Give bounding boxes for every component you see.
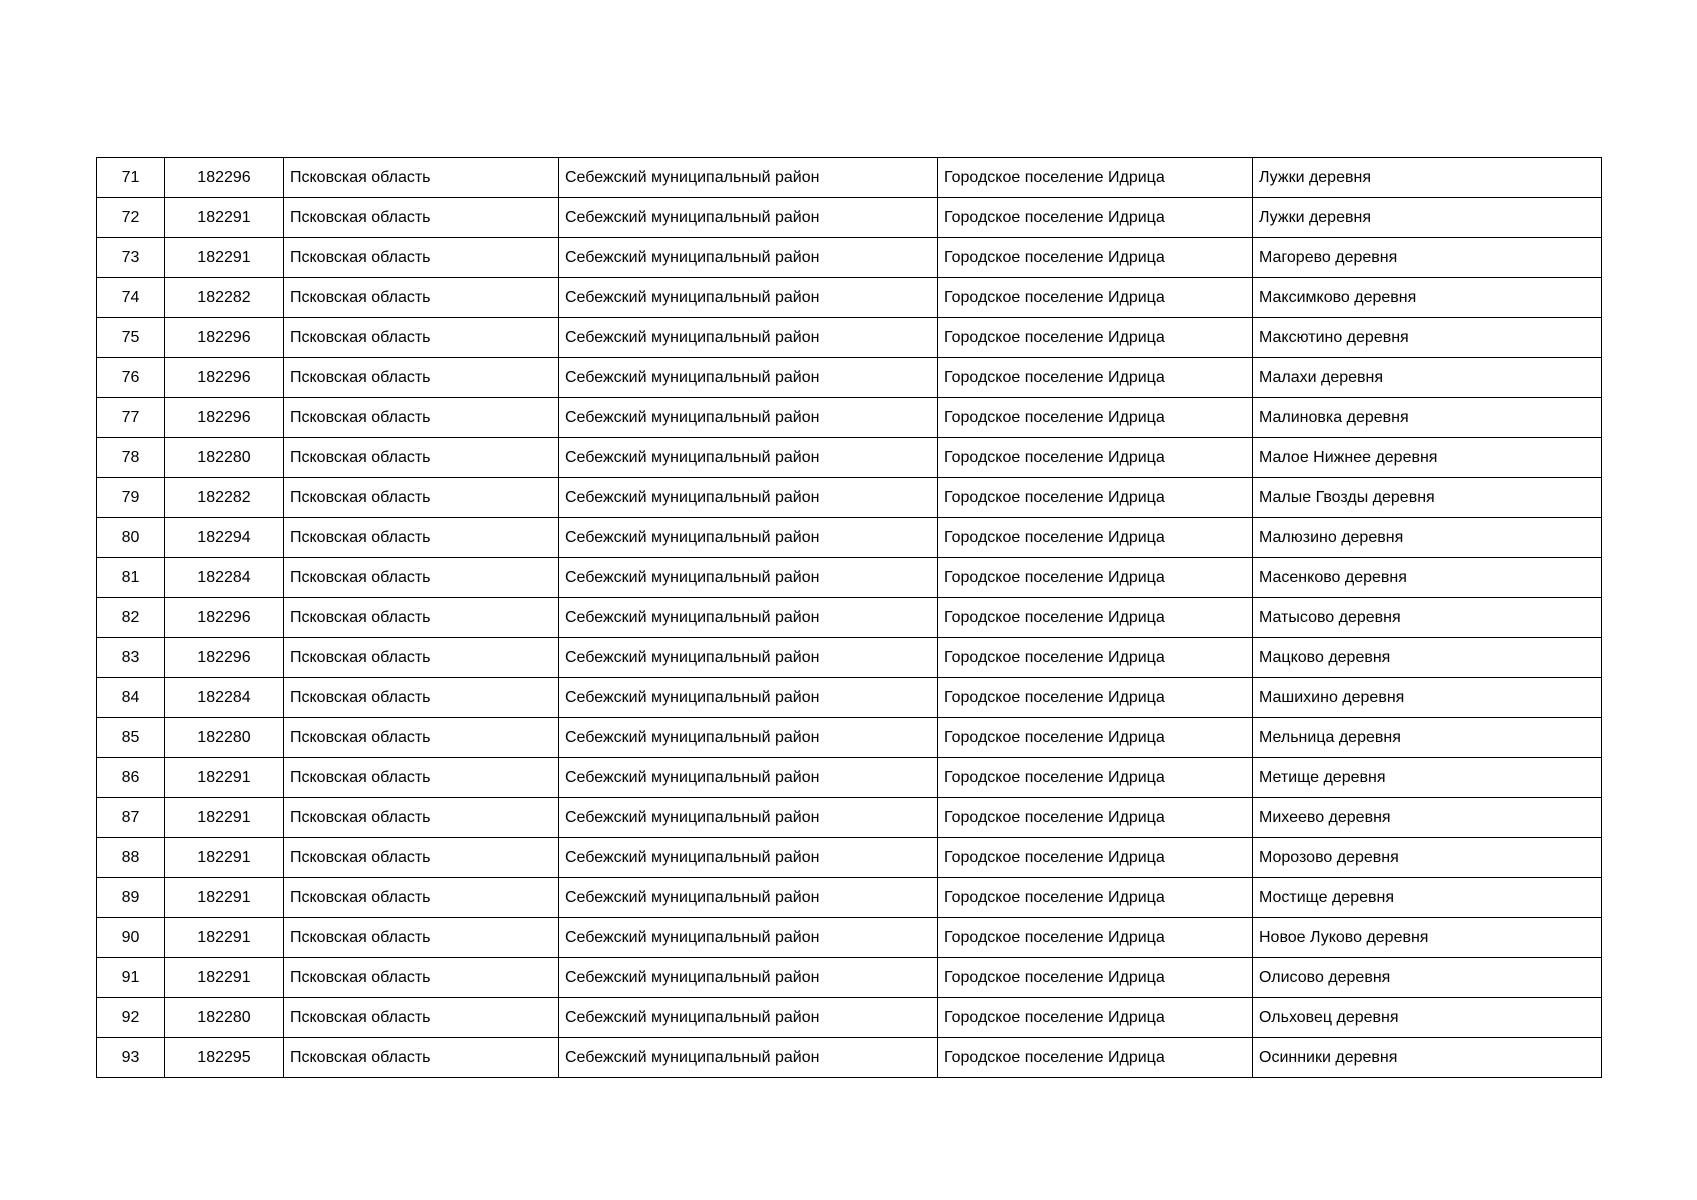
row-number-cell: 80 bbox=[97, 518, 165, 558]
district-cell: Себежский муниципальный район bbox=[559, 318, 938, 358]
postal-code-cell: 182284 bbox=[165, 558, 284, 598]
region-cell: Псковская область bbox=[284, 158, 559, 198]
locality-cell: Машихино деревня bbox=[1253, 678, 1602, 718]
table-row bbox=[97, 758, 1602, 798]
district-cell: Себежский муниципальный район bbox=[559, 438, 938, 478]
district-cell: Себежский муниципальный район bbox=[559, 278, 938, 318]
postal-code-cell: 182296 bbox=[165, 318, 284, 358]
locality-cell: Ольховец деревня bbox=[1253, 998, 1602, 1038]
table-row bbox=[97, 638, 1602, 678]
region-cell: Псковская область bbox=[284, 518, 559, 558]
region-cell: Псковская область bbox=[284, 318, 559, 358]
settlement-cell: Городское поселение Идрица bbox=[938, 918, 1253, 958]
region-cell: Псковская область bbox=[284, 398, 559, 438]
district-cell: Себежский муниципальный район bbox=[559, 198, 938, 238]
row-number-cell: 83 bbox=[97, 638, 165, 678]
settlement-cell: Городское поселение Идрица bbox=[938, 638, 1253, 678]
table-row bbox=[97, 598, 1602, 638]
region-cell: Псковская область bbox=[284, 598, 559, 638]
postal-code-cell: 182291 bbox=[165, 838, 284, 878]
locality-cell: Максютино деревня bbox=[1253, 318, 1602, 358]
row-number-cell: 79 bbox=[97, 478, 165, 518]
locality-cell: Мацково деревня bbox=[1253, 638, 1602, 678]
district-cell: Себежский муниципальный район bbox=[559, 638, 938, 678]
region-cell: Псковская область bbox=[284, 438, 559, 478]
table-row bbox=[97, 678, 1602, 718]
district-cell: Себежский муниципальный район bbox=[559, 718, 938, 758]
locality-cell: Мельница деревня bbox=[1253, 718, 1602, 758]
locality-cell: Метище деревня bbox=[1253, 758, 1602, 798]
district-cell: Себежский муниципальный район bbox=[559, 838, 938, 878]
row-number-cell: 87 bbox=[97, 798, 165, 838]
locality-cell: Малахи деревня bbox=[1253, 358, 1602, 398]
region-cell: Псковская область bbox=[284, 198, 559, 238]
locality-cell: Михеево деревня bbox=[1253, 798, 1602, 838]
settlement-cell: Городское поселение Идрица bbox=[938, 318, 1253, 358]
postal-code-cell: 182294 bbox=[165, 518, 284, 558]
postal-code-cell: 182296 bbox=[165, 638, 284, 678]
district-cell: Себежский муниципальный район bbox=[559, 358, 938, 398]
district-cell: Себежский муниципальный район bbox=[559, 238, 938, 278]
table-row bbox=[97, 198, 1602, 238]
locality-register-table bbox=[96, 157, 1602, 1078]
locality-cell: Олисово деревня bbox=[1253, 958, 1602, 998]
locality-cell: Новое Луково деревня bbox=[1253, 918, 1602, 958]
district-cell: Себежский муниципальный район bbox=[559, 478, 938, 518]
locality-cell: Малюзино деревня bbox=[1253, 518, 1602, 558]
table-row bbox=[97, 918, 1602, 958]
settlement-cell: Городское поселение Идрица bbox=[938, 158, 1253, 198]
settlement-cell: Городское поселение Идрица bbox=[938, 478, 1253, 518]
row-number-cell: 82 bbox=[97, 598, 165, 638]
postal-code-cell: 182291 bbox=[165, 958, 284, 998]
region-cell: Псковская область bbox=[284, 838, 559, 878]
row-number-cell: 75 bbox=[97, 318, 165, 358]
region-cell: Псковская область bbox=[284, 798, 559, 838]
row-number-cell: 73 bbox=[97, 238, 165, 278]
locality-cell: Магорево деревня bbox=[1253, 238, 1602, 278]
postal-code-cell: 182280 bbox=[165, 438, 284, 478]
row-number-cell: 91 bbox=[97, 958, 165, 998]
row-number-cell: 76 bbox=[97, 358, 165, 398]
postal-code-cell: 182291 bbox=[165, 918, 284, 958]
district-cell: Себежский муниципальный район bbox=[559, 398, 938, 438]
postal-code-cell: 182291 bbox=[165, 758, 284, 798]
row-number-cell: 93 bbox=[97, 1038, 165, 1078]
locality-cell: Мостище деревня bbox=[1253, 878, 1602, 918]
region-cell: Псковская область bbox=[284, 278, 559, 318]
settlement-cell: Городское поселение Идрица bbox=[938, 998, 1253, 1038]
table-row bbox=[97, 398, 1602, 438]
district-cell: Себежский муниципальный район bbox=[559, 918, 938, 958]
row-number-cell: 71 bbox=[97, 158, 165, 198]
settlement-cell: Городское поселение Идрица bbox=[938, 838, 1253, 878]
row-number-cell: 88 bbox=[97, 838, 165, 878]
district-cell: Себежский муниципальный район bbox=[559, 598, 938, 638]
settlement-cell: Городское поселение Идрица bbox=[938, 198, 1253, 238]
settlement-cell: Городское поселение Идрица bbox=[938, 598, 1253, 638]
region-cell: Псковская область bbox=[284, 478, 559, 518]
settlement-cell: Городское поселение Идрица bbox=[938, 758, 1253, 798]
district-cell: Себежский муниципальный район bbox=[559, 758, 938, 798]
table-row bbox=[97, 438, 1602, 478]
postal-code-cell: 182291 bbox=[165, 798, 284, 838]
settlement-cell: Городское поселение Идрица bbox=[938, 1038, 1253, 1078]
locality-cell: Лужки деревня bbox=[1253, 158, 1602, 198]
table-row bbox=[97, 998, 1602, 1038]
region-cell: Псковская область bbox=[284, 758, 559, 798]
region-cell: Псковская область bbox=[284, 558, 559, 598]
table-row bbox=[97, 798, 1602, 838]
region-cell: Псковская область bbox=[284, 878, 559, 918]
postal-code-cell: 182296 bbox=[165, 158, 284, 198]
settlement-cell: Городское поселение Идрица bbox=[938, 558, 1253, 598]
region-cell: Псковская область bbox=[284, 1038, 559, 1078]
district-cell: Себежский муниципальный район bbox=[559, 518, 938, 558]
table-row bbox=[97, 1038, 1602, 1078]
table-row bbox=[97, 838, 1602, 878]
settlement-cell: Городское поселение Идрица bbox=[938, 718, 1253, 758]
table-body bbox=[97, 158, 1602, 1078]
row-number-cell: 77 bbox=[97, 398, 165, 438]
district-cell: Себежский муниципальный район bbox=[559, 558, 938, 598]
locality-cell: Осинники деревня bbox=[1253, 1038, 1602, 1078]
postal-code-cell: 182282 bbox=[165, 278, 284, 318]
settlement-cell: Городское поселение Идрица bbox=[938, 678, 1253, 718]
row-number-cell: 86 bbox=[97, 758, 165, 798]
table-row bbox=[97, 358, 1602, 398]
table-row bbox=[97, 958, 1602, 998]
row-number-cell: 89 bbox=[97, 878, 165, 918]
table-row bbox=[97, 158, 1602, 198]
region-cell: Псковская область bbox=[284, 358, 559, 398]
locality-cell: Матысово деревня bbox=[1253, 598, 1602, 638]
postal-code-cell: 182282 bbox=[165, 478, 284, 518]
postal-code-cell: 182284 bbox=[165, 678, 284, 718]
settlement-cell: Городское поселение Идрица bbox=[938, 878, 1253, 918]
locality-cell: Малые Гвозды деревня bbox=[1253, 478, 1602, 518]
region-cell: Псковская область bbox=[284, 678, 559, 718]
postal-code-cell: 182295 bbox=[165, 1038, 284, 1078]
table-row bbox=[97, 878, 1602, 918]
region-cell: Псковская область bbox=[284, 638, 559, 678]
locality-cell: Малое Нижнее деревня bbox=[1253, 438, 1602, 478]
row-number-cell: 74 bbox=[97, 278, 165, 318]
row-number-cell: 84 bbox=[97, 678, 165, 718]
region-cell: Псковская область bbox=[284, 238, 559, 278]
table-row bbox=[97, 318, 1602, 358]
document-page bbox=[96, 157, 1602, 1078]
row-number-cell: 81 bbox=[97, 558, 165, 598]
table-row bbox=[97, 518, 1602, 558]
locality-cell: Максимково деревня bbox=[1253, 278, 1602, 318]
table-row bbox=[97, 558, 1602, 598]
table-row bbox=[97, 278, 1602, 318]
district-cell: Себежский муниципальный район bbox=[559, 158, 938, 198]
district-cell: Себежский муниципальный район bbox=[559, 1038, 938, 1078]
settlement-cell: Городское поселение Идрица bbox=[938, 958, 1253, 998]
region-cell: Псковская область bbox=[284, 918, 559, 958]
table-row bbox=[97, 478, 1602, 518]
district-cell: Себежский муниципальный район bbox=[559, 958, 938, 998]
district-cell: Себежский муниципальный район bbox=[559, 998, 938, 1038]
row-number-cell: 78 bbox=[97, 438, 165, 478]
postal-code-cell: 182280 bbox=[165, 998, 284, 1038]
settlement-cell: Городское поселение Идрица bbox=[938, 358, 1253, 398]
locality-cell: Морозово деревня bbox=[1253, 838, 1602, 878]
postal-code-cell: 182296 bbox=[165, 598, 284, 638]
postal-code-cell: 182280 bbox=[165, 718, 284, 758]
district-cell: Себежский муниципальный район bbox=[559, 798, 938, 838]
postal-code-cell: 182291 bbox=[165, 238, 284, 278]
postal-code-cell: 182296 bbox=[165, 358, 284, 398]
postal-code-cell: 182291 bbox=[165, 198, 284, 238]
district-cell: Себежский муниципальный район bbox=[559, 678, 938, 718]
locality-cell: Малиновка деревня bbox=[1253, 398, 1602, 438]
region-cell: Псковская область bbox=[284, 998, 559, 1038]
table-row bbox=[97, 238, 1602, 278]
postal-code-cell: 182296 bbox=[165, 398, 284, 438]
locality-cell: Лужки деревня bbox=[1253, 198, 1602, 238]
row-number-cell: 85 bbox=[97, 718, 165, 758]
region-cell: Псковская область bbox=[284, 958, 559, 998]
settlement-cell: Городское поселение Идрица bbox=[938, 518, 1253, 558]
row-number-cell: 72 bbox=[97, 198, 165, 238]
settlement-cell: Городское поселение Идрица bbox=[938, 238, 1253, 278]
settlement-cell: Городское поселение Идрица bbox=[938, 398, 1253, 438]
row-number-cell: 92 bbox=[97, 998, 165, 1038]
table-row bbox=[97, 718, 1602, 758]
settlement-cell: Городское поселение Идрица bbox=[938, 798, 1253, 838]
district-cell: Себежский муниципальный район bbox=[559, 878, 938, 918]
locality-cell: Масенково деревня bbox=[1253, 558, 1602, 598]
region-cell: Псковская область bbox=[284, 718, 559, 758]
settlement-cell: Городское поселение Идрица bbox=[938, 438, 1253, 478]
postal-code-cell: 182291 bbox=[165, 878, 284, 918]
row-number-cell: 90 bbox=[97, 918, 165, 958]
settlement-cell: Городское поселение Идрица bbox=[938, 278, 1253, 318]
